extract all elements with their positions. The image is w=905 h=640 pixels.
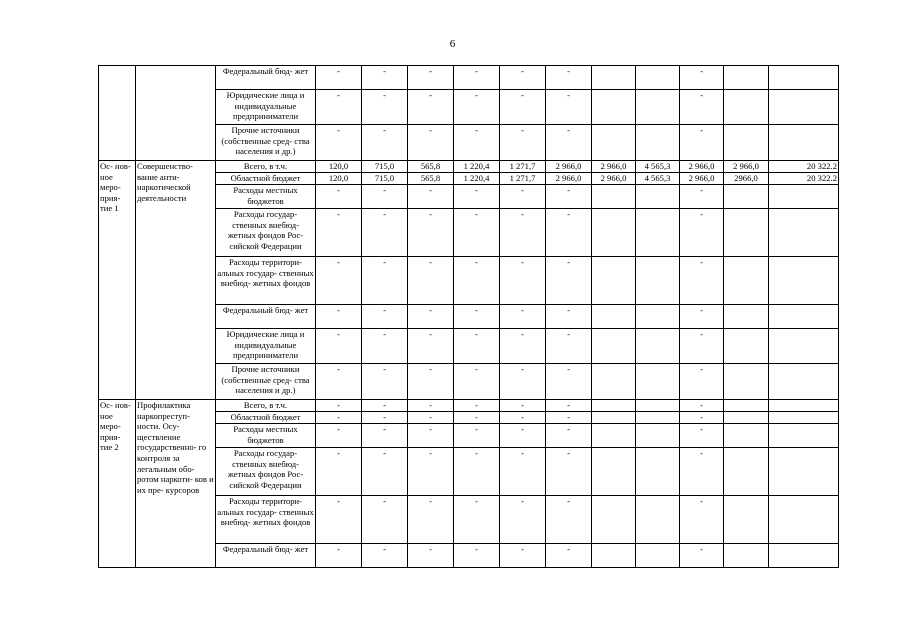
value-cell: - [546, 400, 592, 412]
value-cell: 2 966,0 [680, 173, 724, 185]
value-cell: - [408, 544, 454, 568]
value-cell: - [546, 209, 592, 257]
value-cell: - [408, 424, 454, 448]
total-cell [769, 400, 839, 412]
value-cell: 2 966,0 [724, 161, 769, 173]
total-cell [769, 448, 839, 496]
total-cell [769, 329, 839, 364]
value-cell: - [362, 329, 408, 364]
value-cell: - [546, 496, 592, 544]
value-cell: - [500, 364, 546, 400]
value-cell: - [408, 496, 454, 544]
value-cell: - [546, 364, 592, 400]
value-cell: - [408, 305, 454, 329]
budget-table [98, 65, 839, 568]
value-cell: - [408, 90, 454, 125]
value-cell [592, 66, 636, 90]
funding-source-cell: Расходы местных бюджетов [216, 424, 316, 448]
funding-source-cell: Федеральный бюд- жет [216, 66, 316, 90]
value-cell [724, 364, 769, 400]
value-cell: - [680, 209, 724, 257]
value-cell [592, 364, 636, 400]
value-cell: - [362, 305, 408, 329]
value-cell: - [316, 66, 362, 90]
total-cell: 20 322.2 [769, 161, 839, 173]
value-cell: - [500, 66, 546, 90]
value-cell: - [454, 448, 500, 496]
value-cell [636, 329, 680, 364]
value-cell: - [500, 424, 546, 448]
value-cell: - [362, 424, 408, 448]
funding-source-cell: Расходы местных бюджетов [216, 185, 316, 209]
value-cell [724, 329, 769, 364]
value-cell [592, 209, 636, 257]
value-cell: - [362, 544, 408, 568]
value-cell [724, 66, 769, 90]
page-number: 6 [449, 38, 456, 50]
value-cell: - [680, 424, 724, 448]
value-cell: - [680, 364, 724, 400]
value-cell: - [316, 305, 362, 329]
value-cell [592, 496, 636, 544]
value-cell: - [546, 329, 592, 364]
value-cell: - [546, 257, 592, 305]
total-cell: 20 322.2 [769, 173, 839, 185]
value-cell: - [546, 448, 592, 496]
value-cell: - [454, 209, 500, 257]
value-cell [724, 412, 769, 424]
value-cell: 565,8 [408, 173, 454, 185]
value-cell: - [408, 125, 454, 161]
funding-source-cell: Расходы государ- ственных внебюд- жетных фондов Рос- сийской Федерации [216, 209, 316, 257]
value-cell [592, 329, 636, 364]
value-cell: - [680, 412, 724, 424]
total-cell [769, 305, 839, 329]
value-cell [636, 412, 680, 424]
value-cell [724, 209, 769, 257]
total-cell [769, 496, 839, 544]
value-cell: - [500, 400, 546, 412]
value-cell: - [500, 209, 546, 257]
value-cell [636, 400, 680, 412]
funding-source-cell: Всего, в т.ч. [216, 400, 316, 412]
total-cell [769, 125, 839, 161]
value-cell: - [362, 66, 408, 90]
total-cell [769, 90, 839, 125]
value-cell: 2966,0 [724, 173, 769, 185]
value-cell: 2 966,0 [592, 173, 636, 185]
funding-source-cell: Расходы территори- альных государ- ственных внебюд- жетных фондов [216, 257, 316, 305]
value-cell: - [316, 448, 362, 496]
event-name-cell: Ос- нов- ное меро- прия- тие 1 [99, 161, 136, 400]
value-cell: - [680, 66, 724, 90]
value-cell: - [316, 90, 362, 125]
total-cell [769, 185, 839, 209]
value-cell [724, 496, 769, 544]
value-cell [724, 90, 769, 125]
value-cell: - [362, 185, 408, 209]
value-cell [724, 185, 769, 209]
event-name-cell [99, 66, 136, 161]
value-cell: 120,0 [316, 161, 362, 173]
value-cell: - [500, 257, 546, 305]
funding-source-cell: Федеральный бюд- жет [216, 544, 316, 568]
value-cell [636, 185, 680, 209]
value-cell [592, 125, 636, 161]
value-cell: - [362, 400, 408, 412]
value-cell: - [316, 400, 362, 412]
funding-source-cell: Областной бюджет [216, 173, 316, 185]
total-cell [769, 257, 839, 305]
total-cell [769, 412, 839, 424]
value-cell: - [546, 66, 592, 90]
value-cell: - [546, 305, 592, 329]
value-cell: - [680, 125, 724, 161]
value-cell: 2 966,0 [680, 161, 724, 173]
value-cell: - [408, 257, 454, 305]
value-cell: - [362, 209, 408, 257]
value-cell: - [500, 412, 546, 424]
value-cell: - [408, 66, 454, 90]
value-cell [592, 400, 636, 412]
value-cell: - [454, 496, 500, 544]
value-cell: - [500, 305, 546, 329]
total-cell [769, 364, 839, 400]
value-cell: - [546, 90, 592, 125]
value-cell: - [454, 364, 500, 400]
value-cell: - [316, 329, 362, 364]
value-cell: - [546, 125, 592, 161]
value-cell: - [408, 364, 454, 400]
event-name-cell: Ос- нов- ное меро- прия- тие 2 [99, 400, 136, 568]
value-cell: - [316, 209, 362, 257]
value-cell: - [500, 125, 546, 161]
value-cell [636, 66, 680, 90]
value-cell: 2 966,0 [546, 173, 592, 185]
value-cell: 2 966,0 [592, 161, 636, 173]
value-cell [636, 257, 680, 305]
value-cell: 1 271,7 [500, 173, 546, 185]
value-cell: - [454, 257, 500, 305]
value-cell [636, 496, 680, 544]
value-cell: - [680, 448, 724, 496]
value-cell: - [500, 90, 546, 125]
value-cell [592, 544, 636, 568]
value-cell [636, 90, 680, 125]
value-cell: 1 220,4 [454, 173, 500, 185]
value-cell: - [362, 125, 408, 161]
value-cell [592, 448, 636, 496]
funding-source-cell: Расходы территори- альных государ- ственных внебюд- жетных фондов [216, 496, 316, 544]
value-cell [636, 424, 680, 448]
value-cell [724, 424, 769, 448]
value-cell: - [454, 544, 500, 568]
value-cell: - [316, 364, 362, 400]
funding-source-cell: Расходы государ- ственных внебюд- жетных фондов Рос- сийской Федерации [216, 448, 316, 496]
value-cell: - [680, 305, 724, 329]
value-cell: - [546, 185, 592, 209]
value-cell: - [454, 424, 500, 448]
value-cell: 120,0 [316, 173, 362, 185]
total-cell [769, 544, 839, 568]
value-cell: 4 565,3 [636, 161, 680, 173]
event-title-cell [136, 66, 216, 161]
value-cell: - [454, 305, 500, 329]
value-cell: - [316, 424, 362, 448]
value-cell: 565,8 [408, 161, 454, 173]
value-cell [724, 400, 769, 412]
value-cell: - [316, 496, 362, 544]
value-cell: 1 271,7 [500, 161, 546, 173]
value-cell: - [408, 448, 454, 496]
funding-source-cell: Федеральный бюд- жет [216, 305, 316, 329]
value-cell: - [316, 412, 362, 424]
value-cell: 715,0 [362, 173, 408, 185]
value-cell: 2 966,0 [546, 161, 592, 173]
funding-source-cell: Прочие источники (собственные сред- ства населения и др.) [216, 364, 316, 400]
value-cell: - [362, 90, 408, 125]
value-cell [636, 544, 680, 568]
funding-source-cell: Областной бюджет [216, 412, 316, 424]
value-cell: - [408, 185, 454, 209]
value-cell: - [680, 400, 724, 412]
value-cell [724, 448, 769, 496]
value-cell: - [362, 412, 408, 424]
funding-source-cell: Всего, в т.ч. [216, 161, 316, 173]
event-title-cell: Совершенство- вание анти- наркотической деятельности [136, 161, 216, 400]
value-cell [592, 412, 636, 424]
value-cell: - [454, 66, 500, 90]
table-row [99, 400, 839, 412]
value-cell: - [546, 424, 592, 448]
funding-source-cell: Юридические лица и индивидуальные предприниматели [216, 329, 316, 364]
value-cell [592, 257, 636, 305]
value-cell: - [454, 412, 500, 424]
value-cell: - [454, 125, 500, 161]
total-cell [769, 66, 839, 90]
total-cell [769, 209, 839, 257]
value-cell: - [454, 185, 500, 209]
budget-table-body [99, 66, 839, 568]
value-cell [592, 185, 636, 209]
value-cell: - [680, 90, 724, 125]
value-cell [724, 305, 769, 329]
value-cell: - [500, 185, 546, 209]
value-cell: - [316, 544, 362, 568]
value-cell [636, 448, 680, 496]
value-cell: - [454, 90, 500, 125]
value-cell [636, 125, 680, 161]
value-cell: - [362, 257, 408, 305]
value-cell: 1 220,4 [454, 161, 500, 173]
value-cell: - [500, 448, 546, 496]
value-cell: - [316, 257, 362, 305]
value-cell: - [408, 329, 454, 364]
value-cell: - [680, 329, 724, 364]
value-cell [592, 305, 636, 329]
event-title-cell: Профилактика наркопреступ- ности. Осу- ществление государственно- го контроля за легальным обо- ротом наркоти- ков и их пре- курсоров [136, 400, 216, 568]
value-cell [636, 364, 680, 400]
value-cell: - [316, 125, 362, 161]
value-cell [592, 90, 636, 125]
value-cell: 4 565,3 [636, 173, 680, 185]
value-cell [636, 305, 680, 329]
value-cell [592, 424, 636, 448]
value-cell [636, 209, 680, 257]
value-cell [724, 544, 769, 568]
value-cell: - [362, 496, 408, 544]
value-cell: - [408, 209, 454, 257]
value-cell: - [362, 448, 408, 496]
value-cell: - [454, 400, 500, 412]
total-cell [769, 424, 839, 448]
value-cell: - [680, 496, 724, 544]
funding-source-cell: Юридические лица и индивидуальные предприниматели [216, 90, 316, 125]
value-cell: - [408, 400, 454, 412]
value-cell: - [546, 544, 592, 568]
value-cell: - [500, 544, 546, 568]
value-cell [724, 257, 769, 305]
value-cell: - [316, 185, 362, 209]
value-cell: - [680, 257, 724, 305]
value-cell: - [546, 412, 592, 424]
value-cell: - [500, 496, 546, 544]
value-cell: - [454, 329, 500, 364]
value-cell: - [408, 412, 454, 424]
table-row [99, 66, 839, 90]
value-cell: 715,0 [362, 161, 408, 173]
value-cell: - [500, 329, 546, 364]
value-cell: - [362, 364, 408, 400]
value-cell [724, 125, 769, 161]
value-cell: - [680, 544, 724, 568]
value-cell: - [680, 185, 724, 209]
funding-source-cell: Прочие источники (собственные сред- ства населения и др.) [216, 125, 316, 161]
table-row [99, 161, 839, 173]
